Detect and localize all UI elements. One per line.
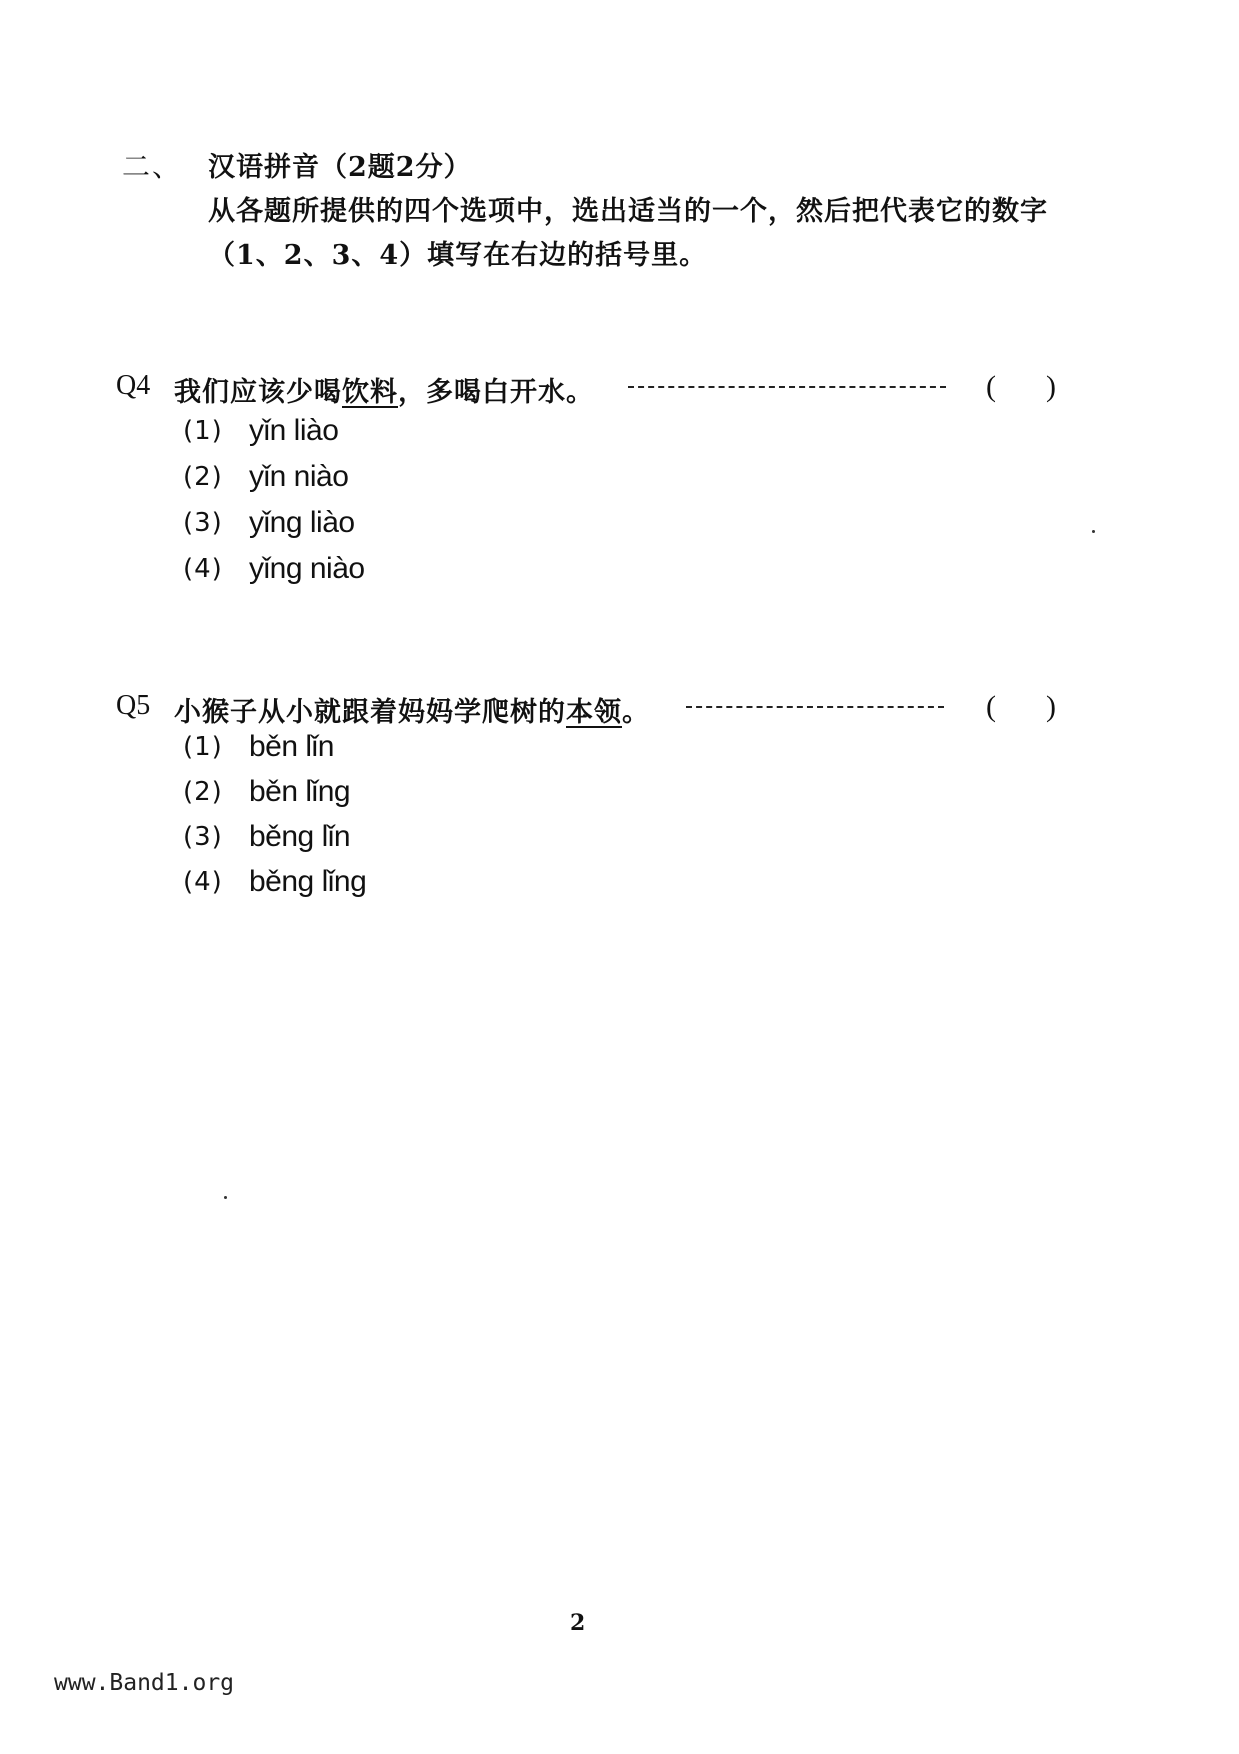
paren-open: ( [986, 690, 996, 723]
option-pinyin: běn lǐn [249, 729, 334, 763]
option-2[interactable] [183, 769, 366, 814]
option-number: (2) [183, 462, 223, 492]
stem-underlined-word: 本领 [566, 697, 622, 728]
option-1[interactable] [183, 724, 366, 769]
option-pinyin: yǐn liào [249, 414, 339, 447]
option-number: (4) [183, 554, 223, 584]
question-number: Q5 [116, 690, 151, 721]
options-q5 [183, 724, 366, 904]
question-q4 [116, 370, 1056, 410]
paren-open: ( [986, 370, 996, 403]
scan-speck [224, 1196, 227, 1199]
option-pinyin: yǐng liào [249, 506, 355, 539]
options-q4 [183, 408, 365, 592]
option-pinyin: běng lǐng [249, 864, 367, 898]
question-number: Q4 [116, 370, 151, 401]
stem-text: ，多喝白开水。 [398, 377, 594, 408]
option-number: (1) [183, 731, 223, 762]
option-pinyin: běng lǐn [249, 819, 351, 853]
section-title: 汉语拼音（2题2分） [208, 152, 472, 183]
stem-text: 。 [622, 697, 650, 728]
stem-text: 小猴子从小就跟着妈妈学爬树的 [174, 697, 566, 728]
option-3[interactable] [183, 814, 366, 859]
answer-blank-q5[interactable] [986, 690, 1056, 724]
option-number: (2) [183, 776, 223, 807]
section-number: 二、 [122, 150, 183, 183]
option-4[interactable] [183, 546, 365, 592]
paren-close: ) [1046, 690, 1056, 723]
option-2[interactable] [183, 454, 365, 500]
option-pinyin: yǐn niào [249, 460, 349, 493]
stem-underlined-word: 饮料 [342, 377, 398, 408]
option-4[interactable] [183, 859, 366, 904]
option-1[interactable] [183, 408, 365, 454]
option-pinyin: yǐng niào [249, 552, 365, 585]
option-pinyin: běn lǐng [249, 774, 351, 808]
option-number: (4) [183, 866, 223, 897]
option-number: (3) [183, 821, 223, 852]
page-number: 2 [570, 1610, 586, 1636]
paren-close: ) [1046, 370, 1056, 403]
watermark-url: www.Band1.org [54, 1670, 235, 1696]
scan-speck [1092, 530, 1095, 533]
answer-blank-q4[interactable] [986, 370, 1056, 404]
dashed-leader-line [686, 706, 944, 708]
dashed-leader-line [628, 386, 946, 388]
question-stem [174, 370, 594, 409]
option-number: (3) [183, 508, 223, 538]
section-instructions: 从各题所提供的四个选项中，选出适当的一个，然后把代表它的数字（1、2、3、4）填写在右边的括号里。 [208, 196, 1048, 271]
option-number: (1) [183, 416, 223, 446]
stem-text: 我们应该少喝 [174, 377, 342, 408]
option-3[interactable] [183, 500, 365, 546]
